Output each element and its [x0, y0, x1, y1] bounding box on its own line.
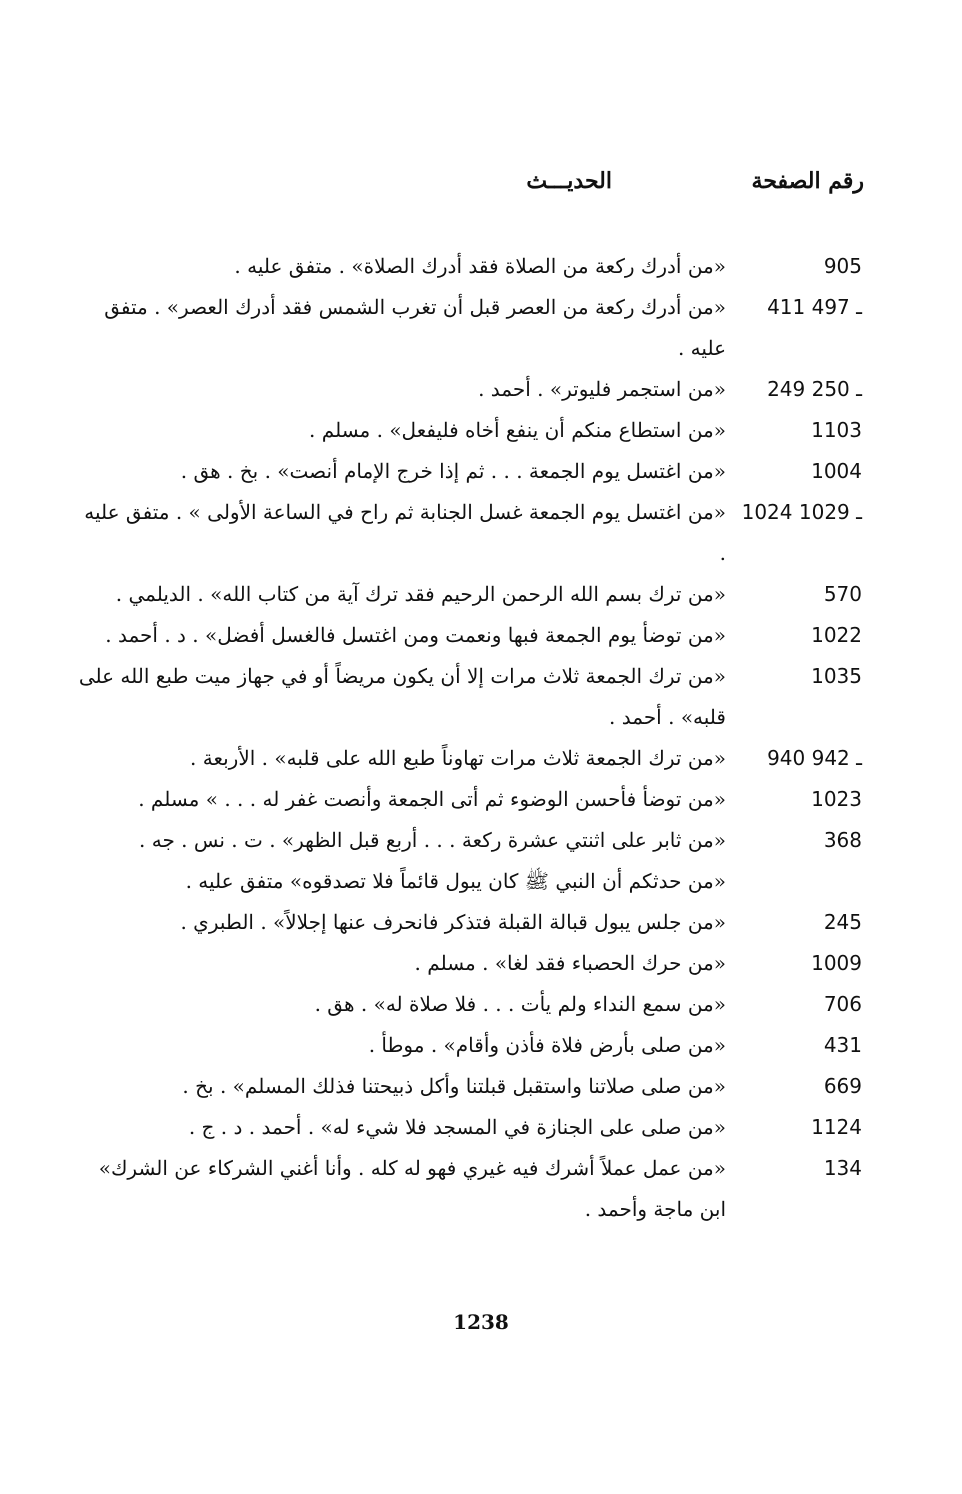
- index-row: [0, 451, 962, 492]
- page-reference: 431: [823, 1033, 862, 1057]
- hadith-text: «من صلى صلاتنا واستقبل قبلتنا وأكل ذبيحتنا فذلك المسلم» . بخ .: [182, 1074, 726, 1098]
- index-row: [0, 287, 962, 369]
- index-row: [0, 574, 962, 615]
- hadith-text: «من ثابر على اثنتي عشرة ركعة . . . أربع قبل الظهر» . ت . نس . جه .: [139, 828, 726, 852]
- index-row: [0, 246, 962, 287]
- hadith-text: «من ترك الجمعة ثلاث مرات إلا أن يكون مريضاً أو في جهاز ميت طبع الله على قلبه» . أحمد .: [78, 664, 726, 729]
- page-reference: 1022: [811, 623, 862, 647]
- page-reference: 245: [823, 910, 862, 934]
- page-reference: 570: [823, 582, 862, 606]
- hadith-column-heading: الحديـــث: [526, 168, 612, 194]
- page-footer-number: 1238: [453, 1310, 509, 1334]
- page-reference: 134: [823, 1156, 862, 1180]
- table-header: [0, 168, 962, 208]
- page-reference: 1035: [811, 664, 862, 688]
- hadith-text: «من ترك بسم الله الرحمن الرحيم فقد ترك آية من كتاب الله» . الديلمي .: [115, 582, 726, 606]
- page-reference: 1023: [811, 787, 862, 811]
- hadith-text: «من حدثكم أن النبي ﷺ كان يبول قائماً فلا تصدقوه» متفق عليه .: [185, 869, 726, 893]
- index-row: [0, 779, 962, 820]
- hadith-text: «من صلى على الجنازة في المسجد فلا شيء له» . أحمد . د . ج .: [188, 1115, 726, 1139]
- index-row: [0, 369, 962, 410]
- index-row: [0, 902, 962, 943]
- index-row: [0, 984, 962, 1025]
- page-reference: 940 ـ 942: [767, 746, 862, 770]
- index-row: [0, 943, 962, 984]
- page-reference: 669: [823, 1074, 862, 1098]
- hadith-text: «من جلس يبول قبالة القبلة فتذكر فانحرف عنها إجلالاً» . الطبري .: [180, 910, 726, 934]
- index-row: [0, 1066, 962, 1107]
- index-row: [0, 738, 962, 779]
- hadith-text: «من اغتسل يوم الجمعة غسل الجنابة ثم راح في الساعة الأولى » . متفق عليه .: [84, 500, 726, 565]
- page-reference: 1009: [811, 951, 862, 975]
- hadith-text: «من أدرك ركعة من الصلاة فقد أدرك الصلاة» . متفق عليه .: [234, 254, 726, 278]
- hadith-text: «من حرك الحصباء فقد لغا» . مسلم .: [414, 951, 726, 975]
- hadith-index-list: [0, 246, 962, 1230]
- hadith-text: «من توضأ يوم الجمعة فبها ونعمت ومن اغتسل فالغسل أفضل» . د . أحمد .: [105, 623, 726, 647]
- index-row: [0, 656, 962, 738]
- page-reference: 1024 ـ 1029: [741, 500, 862, 524]
- page-reference: 411 ـ 497: [767, 295, 862, 319]
- page-reference: 1004: [811, 459, 862, 483]
- index-row: [0, 820, 962, 861]
- page-reference: 249 ـ 250: [767, 377, 862, 401]
- page-reference: 905: [823, 254, 862, 278]
- page-reference: 1124: [811, 1115, 862, 1139]
- hadith-text: «من استجمر فليوتر» . أحمد .: [478, 377, 726, 401]
- index-row: [0, 1025, 962, 1066]
- index-row: [0, 1107, 962, 1148]
- page-reference: 368: [823, 828, 862, 852]
- hadith-text: «من ترك الجمعة ثلاث مرات تهاوناً طبع الله على قلبه» . الأربعة .: [190, 746, 726, 770]
- hadith-text: «من اغتسل يوم الجمعة . . . ثم إذا خرج الإمام أنصت» . بخ . هق .: [180, 459, 726, 483]
- hadith-text: «من توضأ فأحسن الوضوء ثم أتى الجمعة وأنصت غفر له . . . » مسلم .: [138, 787, 726, 811]
- hadith-text: «من أدرك ركعة من العصر قبل أن تغرب الشمس فقد أدرك العصر» . متفق عليه .: [104, 295, 726, 360]
- page-reference: 706: [823, 992, 862, 1016]
- index-row: [0, 1148, 962, 1230]
- index-row: [0, 492, 962, 574]
- index-row: [0, 410, 962, 451]
- hadith-text: «من عمل عملاً أشرك فيه غيري فهو له كله . وأنا أغني الشركاء عن الشرك» ابن ماجة وأحمد .: [98, 1156, 726, 1221]
- hadith-text: «من صلى بأرض فلاة فأذن وأقام» . موطأ .: [368, 1033, 726, 1057]
- page-reference: 1103: [811, 418, 862, 442]
- hadith-text: «من استطاع منكم أن ينفع أخاه فليفعل» . مسلم .: [309, 418, 726, 442]
- hadith-text: «من سمع النداء ولم يأت . . . فلا صلاة له» . هق .: [314, 992, 726, 1016]
- index-row: [0, 615, 962, 656]
- page-number-column-heading: رقم الصفحة: [751, 168, 864, 194]
- index-row: [0, 861, 962, 902]
